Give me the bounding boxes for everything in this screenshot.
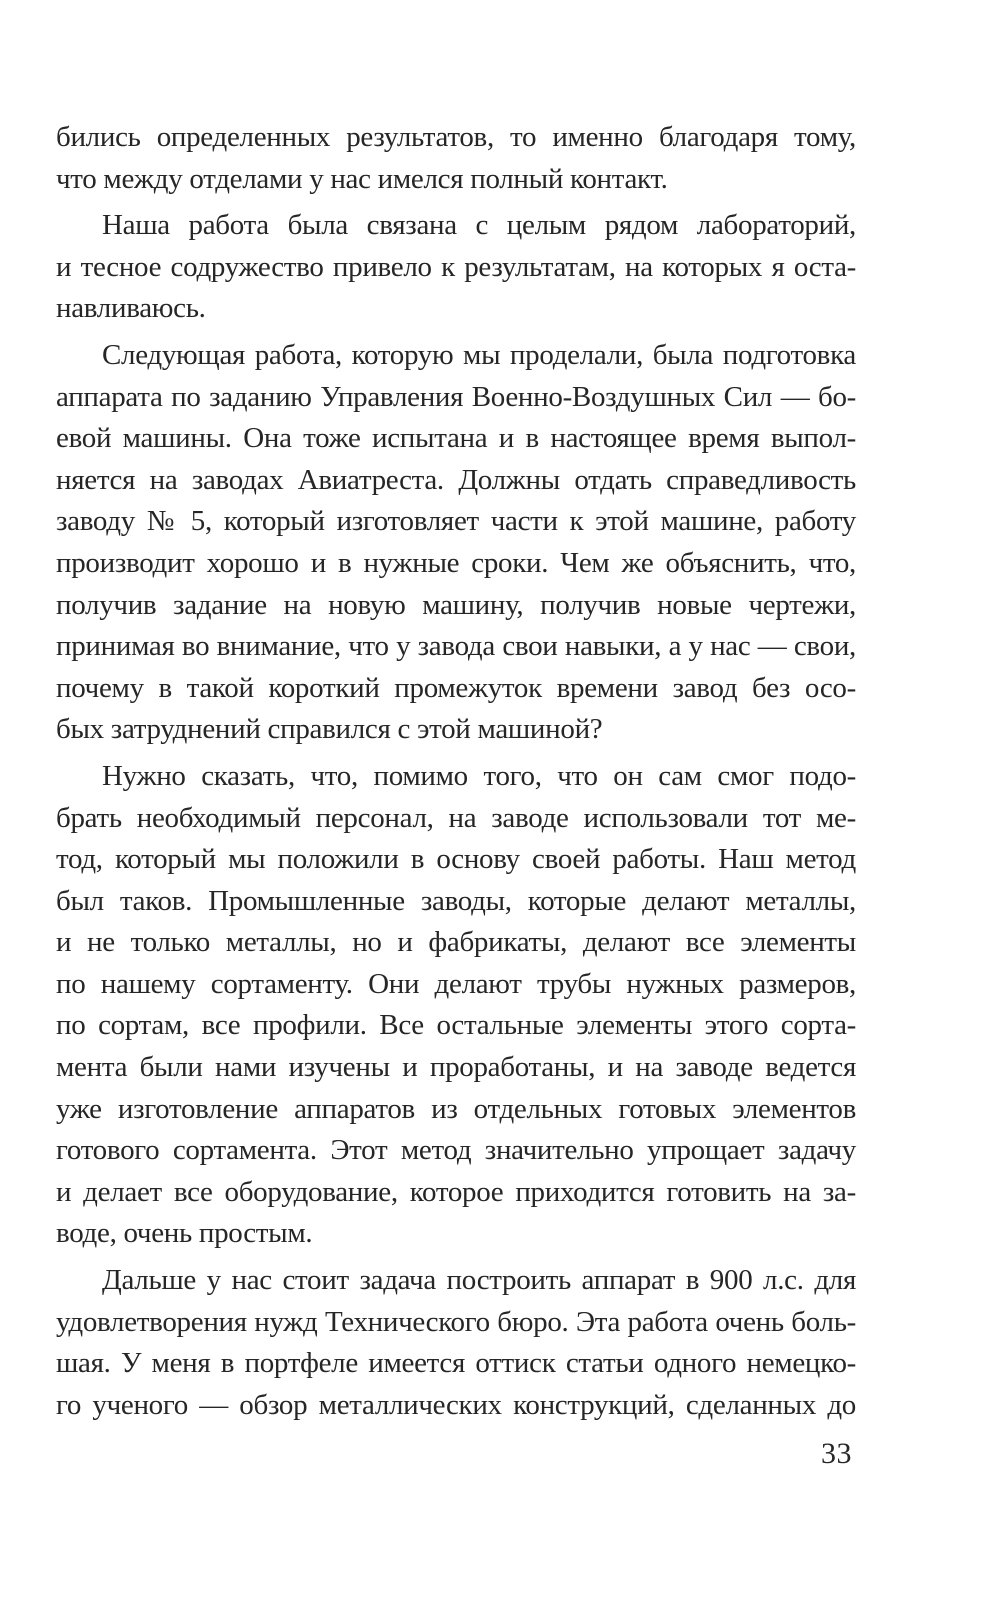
- paragraph: [56, 117, 856, 200]
- paragraph: [56, 1260, 856, 1426]
- text-line: Наша работа была связана с целым рядом лабораторий,: [102, 209, 856, 242]
- text-line: бых затруднений справился с этой машиной?: [56, 713, 603, 746]
- text-line: заводу № 5, который изготовляет части к этой машине, работу: [56, 505, 856, 538]
- text-line: по сортам, все профили. Все остальные элементы этого сорта-: [56, 1009, 856, 1042]
- paragraph: [56, 756, 856, 1255]
- page-number: 33: [821, 1437, 852, 1470]
- body-text: [56, 117, 856, 1426]
- text-line: уже изготовление аппаратов из отдельных готовых элементов: [56, 1092, 856, 1125]
- text-line: евой машины. Она тоже испытана и в настоящее время выпол-: [56, 422, 856, 455]
- paragraph: [56, 205, 856, 330]
- text-line: брать необходимый персонал, на заводе использовали тот ме-: [56, 801, 856, 834]
- text-line: Нужно сказать, что, помимо того, что он сам смог подо-: [102, 759, 856, 792]
- text-line: производит хорошо и в нужные сроки. Чем же объяснить, что,: [56, 546, 856, 579]
- text-line: готового сортамента. Этот метод значительно упрощает задачу: [56, 1134, 856, 1167]
- text-line: удовлетворения нужд Технического бюро. Эта работа очень боль-: [56, 1305, 856, 1338]
- text-line: и делает все оборудование, которое приходится готовить на за-: [56, 1175, 856, 1208]
- text-line: навливаюсь.: [56, 292, 206, 325]
- text-line: бились определенных результатов, то именно благодаря тому,: [56, 121, 856, 153]
- text-line: тод, который мы положили в основу своей работы. Наш метод: [56, 843, 856, 876]
- text-line: мента были нами изучены и проработаны, и на заводе ведется: [56, 1051, 856, 1084]
- text-line: и тесное содружество привело к результатам, на которых я оста-: [56, 250, 856, 283]
- text-line: и не только металлы, но и фабрикаты, делают все элементы: [56, 926, 856, 959]
- text-line: почему в такой короткий промежуток времени завод без осо-: [56, 671, 856, 704]
- text-line: по нашему сортаменту. Они делают трубы нужных размеров,: [56, 967, 856, 1000]
- text-line: принимая во внимание, что у завода свои навыки, а у нас — свои,: [56, 630, 856, 663]
- text-line: был таков. Промышленные заводы, которые делают металлы,: [56, 884, 856, 917]
- text-line: аппарата по заданию Управления Военно-Воздушных Сил — бо-: [56, 380, 856, 413]
- text-line: что между отделами у нас имелся полный контакт.: [56, 162, 668, 195]
- text-line: няется на заводах Авиатреста. Должны отдать справедливость: [56, 463, 856, 496]
- text-line: го ученого — обзор металлических конструкций, сделанных до: [56, 1388, 856, 1421]
- paragraph: [56, 335, 856, 751]
- text-line: Дальше у нас стоит задача построить аппарат в 900 л.с. для: [102, 1264, 856, 1297]
- text-line: Следующая работа, которую мы проделали, была подготовка: [102, 338, 856, 371]
- text-line: шая. У меня в портфеле имеется оттиск статьи одного немецко-: [56, 1347, 856, 1380]
- text-line: получив задание на новую машину, получив новые чертежи,: [56, 588, 856, 621]
- text-line: воде, очень простым.: [56, 1217, 313, 1250]
